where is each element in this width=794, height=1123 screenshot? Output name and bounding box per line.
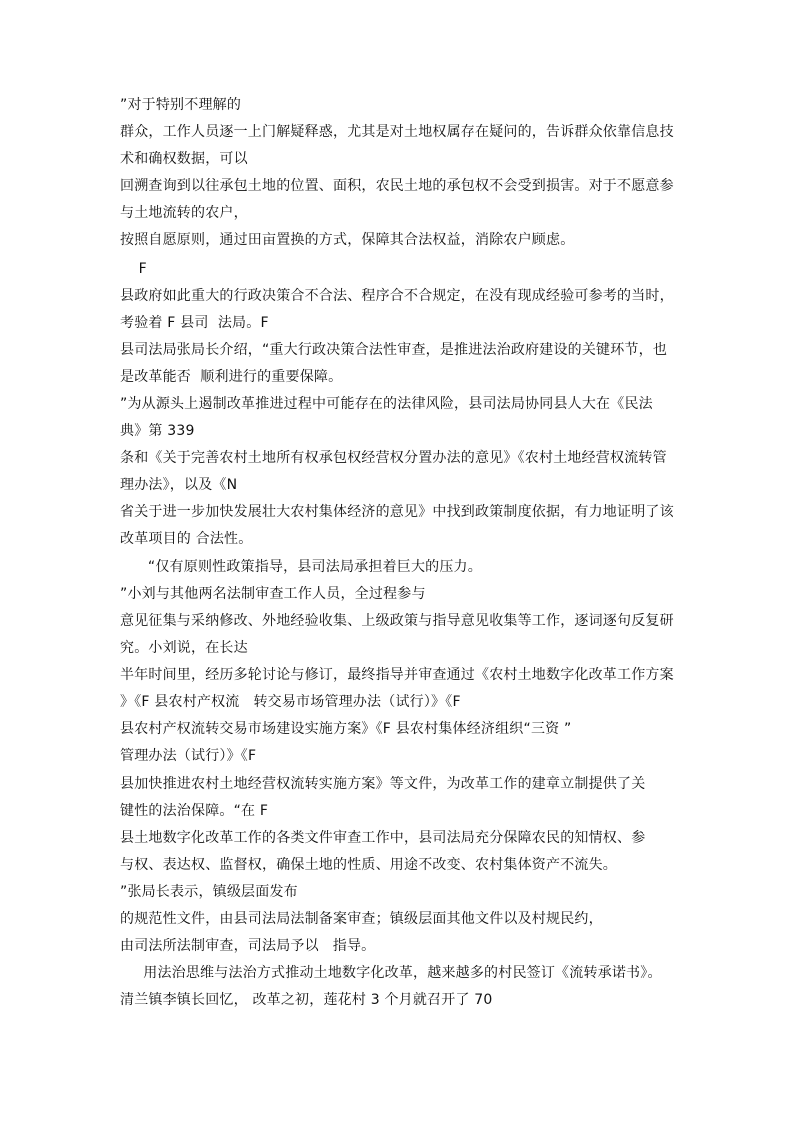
text-line: 是改革能否 顺利进行的重要保障。 (120, 369, 343, 385)
text-line: 典》第 339 (120, 423, 195, 439)
text-line: ”小刘与其他两名法制审查工作人员，全过程参与 (120, 586, 426, 602)
text-line: 键性的法治保障。“在 F (120, 803, 269, 819)
text-line: F (120, 261, 147, 277)
text-line: ”张局长表示，镇级层面发布 (120, 884, 298, 900)
text-line: 群众，工作人员逐一上门解疑释惑，尤其是对土地权属存在疑问的，告诉群众依靠信息技 (120, 124, 674, 140)
text-line: 县司法局张局长介绍，“重大行政决策合法性审查，是推进法治政府建设的关键环节，也 (120, 342, 668, 358)
text-line: 究。小刘说，在长达 (120, 640, 248, 656)
text-line: 管理办法（试行）》《F (120, 748, 257, 764)
text-line: 回溯查询到以往承包土地的位置、面积，农民土地的承包权不会受到损害。对于不愿意参 (120, 178, 674, 194)
text-line: 省关于进一步加快发展壮大农村集体经济的意见》中找到政策制度依据，有力地证明了该 (120, 504, 674, 520)
text-line: 由司法所法制审查，司法局予以 指导。 (120, 938, 376, 954)
text-line: 县政府如此重大的行政决策合不合法、程序合不合规定，在没有现成经验可参考的当时， (120, 288, 674, 304)
text-line: 县农村产权流转交易市场建设实施方案》《F 县农村集体经济组织“三资 ” (120, 721, 572, 737)
text-line: 县土地数字化改革工作的各类文件审查工作中，县司法局充分保障农民的知情权、参 (120, 830, 646, 846)
text-line: 半年时间里，经历多轮讨论与修订，最终指导并审查通过《农村土地数字化改革工作方案 (120, 667, 674, 683)
text-line: 用法治思维与法治方式推动土地数字化改革，越来越多的村民签订《流转承诺书》。 (120, 965, 662, 981)
text-line: 理办法》，以及《N (120, 477, 238, 493)
text-line: 意见征集与采纳修改、外地经验收集、上级政策与指导意见收集等工作，逐词逐句反复研 (120, 613, 674, 629)
text-line: 的规范性文件，由县司法局法制备案审查；镇级层面其他文件以及村规民约， (120, 911, 603, 927)
text-line: 与权、表达权、监督权，确保土地的性质、用途不改变、农村集体资产不流失。 (120, 857, 617, 873)
text-line: “仅有原则性政策指导，县司法局承担着巨大的压力。 (120, 559, 482, 575)
text-line: 条和《关于完善农村土地所有权承包权经营权分置办法的意见》《农村土地经营权流转管 (120, 450, 667, 466)
text-line: 清兰镇李镇长回忆， 改革之初，莲花村 3 个月就召开了 70 (120, 992, 493, 1008)
text-line: 与土地流转的农户， (120, 205, 248, 221)
text-line: 术和确权数据，可以 (120, 151, 248, 167)
text-line: ”为从源头上遏制改革推进过程中可能存在的法律风险，县司法局协同县人大在《民法 (120, 396, 653, 412)
text-line: 改革项目的 合法性。 (120, 531, 253, 547)
text-line: 县加快推进农村土地经营权流转实施方案》等文件，为改革工作的建章立制提供了关 (120, 776, 646, 792)
text-line: 考验着 F 县司 法局。F (120, 315, 269, 331)
text-line: 按照自愿原则，通过田亩置换的方式，保障其合法权益，消除农户顾虑。 (120, 232, 575, 248)
text-line: ”对于特别不理解的 (120, 97, 242, 113)
text-line: 》《F 县农村产权流 转交易市场管理办法（试行）》《F (120, 694, 461, 710)
